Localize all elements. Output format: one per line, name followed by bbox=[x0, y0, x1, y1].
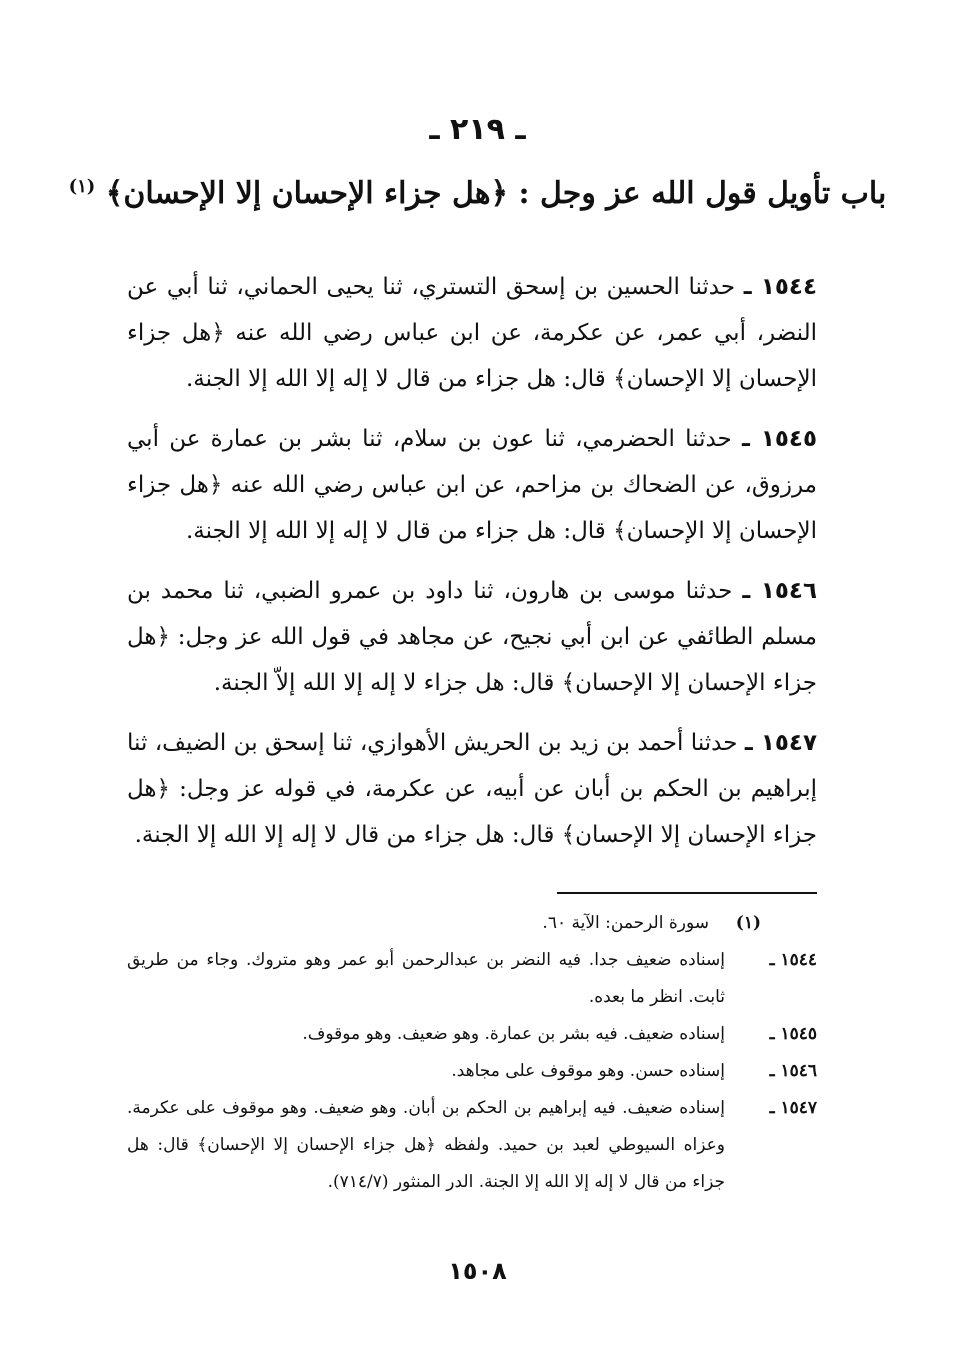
hadith-text: حدثنا الحضرمي، ثنا عون بن سلام، ثنا بشر بن عمارة عن أبي مرزوق، عن الضحاك بن مزاحم، عن ابن عباس رضي الله عنه ﴿هل جزاء الإحسان إلا الإحسان﴾ قال: هل جزاء من قال لا إله إلا الله إلا الجنة. bbox=[127, 426, 817, 544]
footnote-text: إسناده ضعيف. فيه بشر بن عمارة. وهو ضعيف. وهو موقوف. bbox=[302, 1024, 725, 1044]
footnote-item bbox=[127, 1090, 817, 1201]
hadith-entry bbox=[127, 264, 817, 402]
hadith-entry bbox=[127, 568, 817, 706]
surah-page-number: ـ ٢١٩ ـ bbox=[429, 112, 526, 147]
footnote-item bbox=[127, 1016, 817, 1053]
chapter-title bbox=[0, 163, 955, 218]
footnote-number: ١٥٤٦ ـ bbox=[769, 1061, 817, 1081]
footnote-number: ١٥٤٧ ـ bbox=[769, 1098, 817, 1118]
footnote-number: (١) bbox=[735, 913, 761, 933]
footnote-number: ١٥٤٥ ـ bbox=[769, 1024, 817, 1044]
page-number: ١٥٠٨ bbox=[448, 1257, 507, 1285]
chapter-title-text: باب تأويل قول الله عز وجل : ﴿هل جزاء الإحسان إلا الإحسان﴾ bbox=[105, 176, 887, 211]
hadith-number: ١٥٤٦ ـ bbox=[742, 578, 818, 604]
footnotes bbox=[127, 905, 817, 1201]
hadith-list bbox=[127, 264, 817, 872]
footnote-item bbox=[127, 942, 817, 1016]
hadith-text: حدثنا أحمد بن زيد بن الحريش الأهوازي، ثنا إسحق بن الضيف، ثنا إبراهيم بن الحكم بن أبان عن أبيه، عن عكرمة، في قوله عز وجل: ﴿هل جزاء الإحسان إلا الإحسان﴾ قال: هل جزاء من قال لا إله إلا الله إلا الجنة. bbox=[127, 730, 817, 848]
footnote-text: إسناده حسن. وهو موقوف على مجاهد. bbox=[451, 1061, 725, 1081]
hadith-number: ١٥٤٤ ـ bbox=[743, 274, 817, 300]
footnote-text: إسناده ضعيف جدا. فيه النضر بن عبدالرحمن أبو عمر وهو متروك. وجاء من طريق ثابت. انظر ما بعده. bbox=[127, 950, 725, 1007]
hadith-entry bbox=[127, 720, 817, 858]
hadith-number: ١٥٤٥ ـ bbox=[742, 426, 817, 452]
footnote-text: سورة الرحمن: الآية ٦٠. bbox=[542, 913, 709, 933]
hadith-text: حدثنا الحسين بن إسحق التستري، ثنا يحيى الحماني، ثنا أبي عن النضر، أبي عمر، عن عكرمة، عن ابن عباس رضي الله عنه ﴿هل جزاء الإحسان إلا الإحسان﴾ قال: هل جزاء من قال لا إله إلا الله إلا الجنة. bbox=[127, 274, 817, 392]
footnote-number: ١٥٤٤ ـ bbox=[769, 950, 817, 970]
chapter-footnote-marker: (١) bbox=[68, 176, 96, 197]
footnote-text: إسناده ضعيف. فيه إبراهيم بن الحكم بن أبان. وهو ضعيف. وهو موقوف على عكرمة. وعزاه السيوطي لعبد بن حميد. ولفظه ﴿هل جزاء الإحسان إلا الإحسان﴾ قال: هل جزاء من قال لا إله إلا الله إلا الجنة. الدر المنثور (٧١٤/٧). bbox=[127, 1098, 725, 1192]
footnote-divider bbox=[557, 892, 817, 894]
hadith-number: ١٥٤٧ ـ bbox=[744, 730, 817, 756]
footnote-item bbox=[127, 1053, 817, 1090]
hadith-text: حدثنا موسى بن هارون، ثنا داود بن عمرو الضبي، ثنا محمد بن مسلم الطائفي عن ابن أبي نجيح، عن مجاهد في قول الله عز وجل: ﴿هل جزاء الإحسان إلا الإحسان﴾ قال: هل جزاء لا إله إلا الله إلاّ الجنة. bbox=[127, 578, 817, 696]
footnote-item bbox=[127, 905, 817, 942]
hadith-entry bbox=[127, 416, 817, 554]
